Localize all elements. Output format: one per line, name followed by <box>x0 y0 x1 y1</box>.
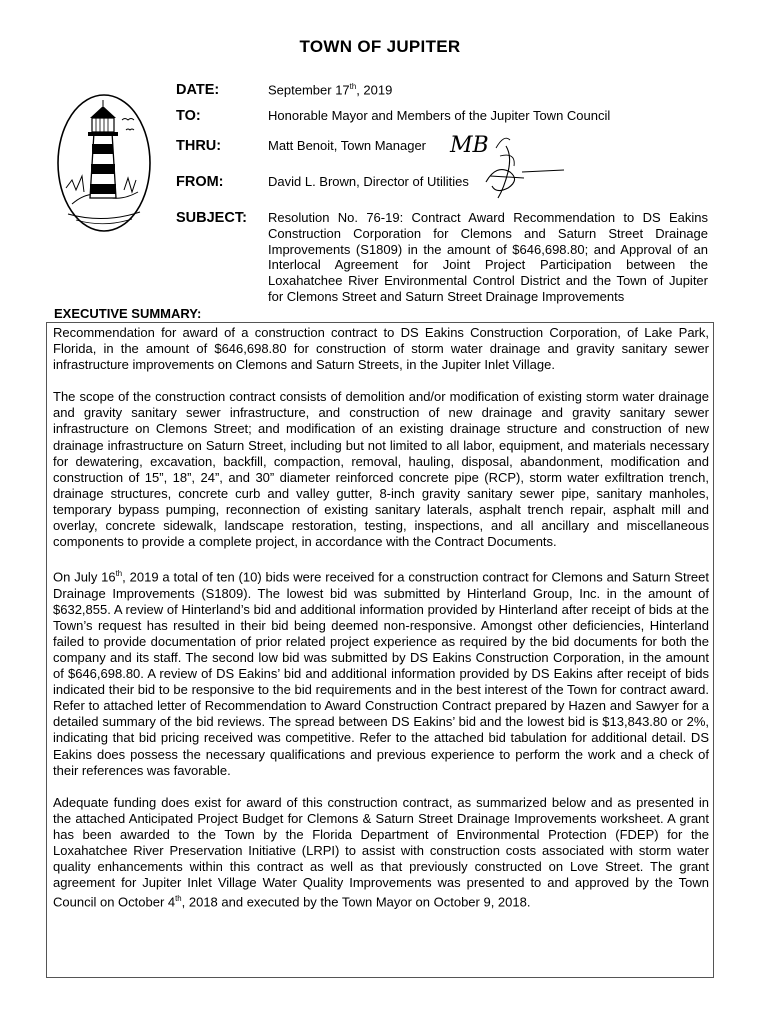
summary-paragraph-2: The scope of the construction contract consists of demolition and/or modification of existing storm water drainage and gravity sanitary sewer infrastructure, and construction of new drainage and gravity sanitary sewer infrastructure on Clemons Street; and modification of an existing drainage structure and construction of new drainage infrastructure on Saturn Street, including but not limited to all labor, equipment, and materials necessary for dewatering, excavation, backfill, compaction, removal, hauling, disposal, abandonment, modification and construction of 15”, 18”, 24”, and 30” diameter reinforced concrete pipe (RCP), storm water exfiltration trench, drainage structures, concrete curb and valley gutter, 8-inch gravity sanitary sewer pipe, sanitary manholes, temporary bypass pumping, reconnection of existing sanitary laterals, asphalt trench repair, asphalt mill and overlay, concrete sidewalk, landscape restoration, testing, inspections, and all ancillary and miscellaneous components to provide a complete project, in accordance with the Contract Documents. <box>53 389 709 550</box>
summary-paragraph-1: Recommendation for award of a construction contract to DS Eakins Construction Corporation, of Lake Park, Florida, in the amount of $646,698.80 for construction of storm water drainage and gravity sanitary sewer infrastructure improvements on Clemons and Saturn Streets, in the Jupiter Inlet Village. <box>53 325 709 373</box>
manager-signature-initials: MB <box>450 133 489 158</box>
summary-paragraph-3: On July 16th, 2019 a total of ten (10) bids were received for a construction contract for Clemons and Saturn Street Drainage Improvements (S1809). The lowest bid was submitted by Hinterland Group, Inc. in the amount of $632,855. A review of Hinterland’s bid and additional information provided by Hinterland after receipt of bids at the Town’s request has resulted in their bid being deemed non-responsive. Amongst other deficiencies, Hinterland failed to provide documentation of prior related project experience as required by the bid documents for both the company and its staff. The second low bid was submitted by DS Eakins Construction Corporation, in the amount of $646,698.80. A review of DS Eakins’ bid and additional information provided by DS Eakins after receipt of bids indicated their bid to be responsive to the bid requirements and in the best interest of the Town for contract award. Refer to attached letter of Recommendation to Award Construction Contract prepared by Hazen and Sawyer for a detailed summary of the bid reviews. The spread between DS Eakins’ bid and the lowest bid is $13,843.80 or 2%, indicating that bid pricing received was competitive. Refer to the attached bid tabulation for additional detail. DS Eakins does possess the necessary qualifications and previous experience to perform the work and a check of their references was favorable. <box>53 569 709 778</box>
subject-value: Resolution No. 76-19: Contract Award Recommendation to DS Eakins Construction Corporation for Clemons and Saturn Street Drainage Improvements (S1809) in the amount of $646,698.80; and Approval of an Interlocal Agreement for Joint Project Participation between the Loxahatchee River Environmental Control District and the Town of Jupiter for Clemons Street and Saturn Street Drainage Improvements <box>268 210 708 304</box>
thru-value: Matt Benoit, Town Manager <box>268 138 427 153</box>
lighthouse-logo <box>54 92 154 234</box>
director-signature <box>478 142 568 204</box>
to-value: Honorable Mayor and Members of the Jupiter Town Council <box>268 108 611 123</box>
to-label: TO: <box>176 108 201 124</box>
executive-summary-box <box>46 322 714 978</box>
date-value: September 17th, 2019 <box>268 82 393 98</box>
from-label: FROM: <box>176 174 224 190</box>
subject-label: SUBJECT: <box>176 210 247 226</box>
summary-paragraph-4: Adequate funding does exist for award of this construction contract, as summarized below and as presented in the attached Anticipated Project Budget for Clemons & Saturn Street Drainage Improvements worksheet. A grant has been awarded to the Town by the Florida Department of Environmental Protection (FDEP) for the Loxahatchee River Preservation Initiative (LRPI) to assist with construction costs associated with storm water quality enhancements within this contract as well as that previously constructed on Love Street. The grant agreement for Jupiter Inlet Village Water Quality Improvements was presented to and approved by the Town Council on October 4th, 2018 and executed by the Town Mayor on October 9, 2018. <box>53 794 709 910</box>
from-value: David L. Brown, Director of Utilities <box>268 174 469 189</box>
town-title: TOWN OF JUPITER <box>299 37 461 56</box>
executive-summary-title: EXECUTIVE SUMMARY: <box>54 306 202 321</box>
thru-label: THRU: <box>176 138 222 154</box>
date-label: DATE: <box>176 82 220 98</box>
